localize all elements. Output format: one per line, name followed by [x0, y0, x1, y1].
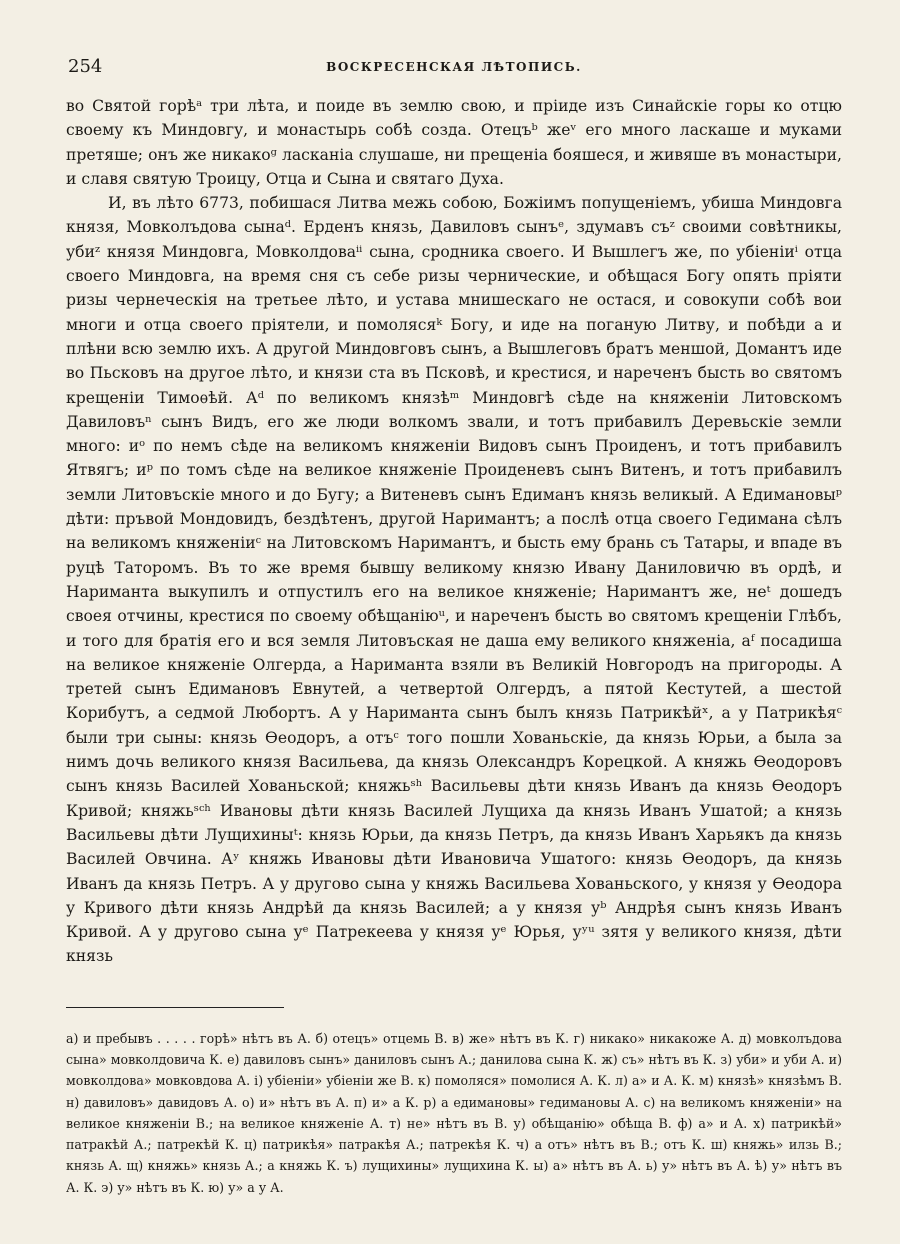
- footnote-divider: [66, 1007, 284, 1008]
- footnotes: [66, 1028, 842, 1198]
- paragraph-2: И, въ лѣто 6773, побишася Литва межь собою, Божіимъ попущеніемъ, убиша Миндовга князя, Мовколъдова сынаᵈ. Ерденъ князь, Давиловъ сынъᵉ, здумавъ съᶻ своими совѣтникы, убиᶻ князя Миндовга, Мовколдоваⁱⁱ сына, сродника своего. И Вышлегъ же, по убіеніиⁱ отца своего Миндовга, на время сня съ себе ризы чернические, и обѣщася Богу опять пріяти ризы чернеческія на третьее лѣто, и устава мнишескаго не остася, и совокупи собѣ вои многи и отца своего пріятели, и помолясяᵏ Богу, и иде на поганую Литву, и побѣди а и плѣни всю землю ихъ. А другой Миндовговъ сынъ, а Вышлеговъ братъ меншой, Домантъ иде во Пьсковъ на другое лѣто, и князи ста въ Псковѣ, и крестися, и нареченъ бысть во святомъ крещеніи Тимоѳѣй. Аᵈ по великомъ князѣᵐ Миндовгѣ сѣде на княженіи Литовскомъ Давиловъⁿ сынъ Видъ, его же люди волкомъ звали, и тотъ прибавилъ Деревьскіе земли много: иᵒ по немъ сѣде на великомъ княженіи Видовъ сынъ Проиденъ, и тотъ прибавилъ Ятвягъ; иᵖ по томъ сѣде на великое княженіе Проиденевъ сынъ Витенъ, и тотъ прибавилъ земли Литовъскіе много и до Бугу; а Витеневъ сынъ Едиманъ князь великый. А Едимановыᵖ дѣти: пръвой Мондовидъ, бездѣтенъ, другой Наримантъ; а послѣ отца своего Гедимана сѣлъ на великомъ княженіиᶜ на Литовскомъ Наримантъ, и бысть ему брань съ Татары, и впаде въ руцѣ Таторомъ. Въ то же время бывшу великому князю Ивану Даниловичю въ ордѣ, и Нариманта выкупилъ и отпустилъ его на великое княженіе; Наримантъ же, неᵗ дошедъ своея отчины, крестися по своему обѣщаніюᵘ, и нареченъ бысть во святомъ крещеніи Глѣбъ, и того для братія его и вся земля Литовъская не даша ему великого княженіа, аᶠ посадиша на великое княженіе Олгерда, а Нариманта взяли въ Великій Новгородъ на пригороды. А третей сынъ Едимановъ Евнутей, а четвертой Олгердъ, а пятой Кестутей, а шестой Корибутъ, а седмой Любортъ. А у Нариманта сынъ былъ князь Патрикѣйˣ, а у Патрикѣяᶜ были три сыны: князь Ѳеодоръ, а отъᶜ того пошли Хованьскіе, да князь Юрьи, а была за нимъ дочь великого князя Васильева, да князь Олександръ Корецкой. А княжь Ѳеодоровъ сынъ князь Василей Хованьской; княжьˢʰ Васильевы дѣти князь Иванъ да князь Ѳеодоръ Кривой; княжьˢᶜʰ Ивановы дѣти князь Василей Лущиха да князь Иванъ Ушатой; а князь Васильевы дѣти Лущихиныᵗ: князь Юрьи, да князь Петръ, да князь Иванъ Харьякъ да князь Василей Овчина. Аʸ княжь Ивановы дѣти Ивановича Ушатого: князь Ѳеодоръ, да князь Иванъ да князь Петръ. А у другово сына у княжь Васильева Хованьского, у князя у Ѳеодора у Кривого дѣти князь Андрѣй да князь Василей; а у князя уᵇ Андрѣя сынъ князь Иванъ Кривой. А у другово сына уᵉ Патрекеева у князя уᵉ Юрья, уʸᵘ зятя у великого князя, дѣти князь: [66, 194, 842, 966]
- running-header: [66, 46, 842, 82]
- running-title: ВОСКРЕСЕНСКАЯ ЛѢТОПИСЬ.: [326, 60, 582, 74]
- footnote-text: а) и пребывъ . . . . . горѣ» нѣтъ въ А. б) отецъ» отцемь В. в) же» нѣтъ въ К. г) никако» никакоже А. д) мовколъдова сына» мовколдовича К. е) давиловъ сынъ» даниловъ сынъ А.; данилова сына К. ж) съ» нѣтъ въ К. з) уби» и уби А. и) мовколдова» мовковдова А. і) убіеніи» убіеніи же В. к) помоляся» помолися А. К. л) а» и А. К. м) князѣ» князѣмъ В. н) давиловъ» давидовъ А. о) и» нѣтъ въ А. п) и» а К. р) а едимановы» гедимановы А. с) на великомъ княженіи» на великое княженіи В.; на великое княженіе А. т) не» нѣтъ въ В. у) обѣщанію» обѣща В. ф) а» и А. х) патрикѣй» патракѣй А.; патрекѣй К. ц) патрикѣя» патракѣя А.; патрекѣя К. ч) а отъ» нѣтъ въ В.; отъ К. ш) княжь» илзь В.; князь А. щ) княжь» князь А.; а княжь К. ъ) лущихины» лущихина К. ы) а» нѣтъ въ А. ь) у» нѣтъ въ А. ѣ) у» нѣтъ въ А. К. э) у» нѣтъ въ К. ю) у» а у А.: [66, 1030, 842, 1195]
- page-number: 254: [68, 56, 103, 77]
- paragraph-1: во Святой горѣᵃ три лѣта, и поиде въ землю свою, и пріиде изъ Синайскіе горы ко отцю своему къ Миндовгу, и монастырь собѣ созда. Отецъᵇ жеᵛ его много ласкаше и муками претяше; онъ же никакоᵍ ласканіа слушаше, ни прещеніа бояшеся, и живяше въ монастыри, и славя святую Троицу, Отца и Сына и святаго Духа.: [66, 97, 842, 188]
- main-text: [66, 94, 842, 969]
